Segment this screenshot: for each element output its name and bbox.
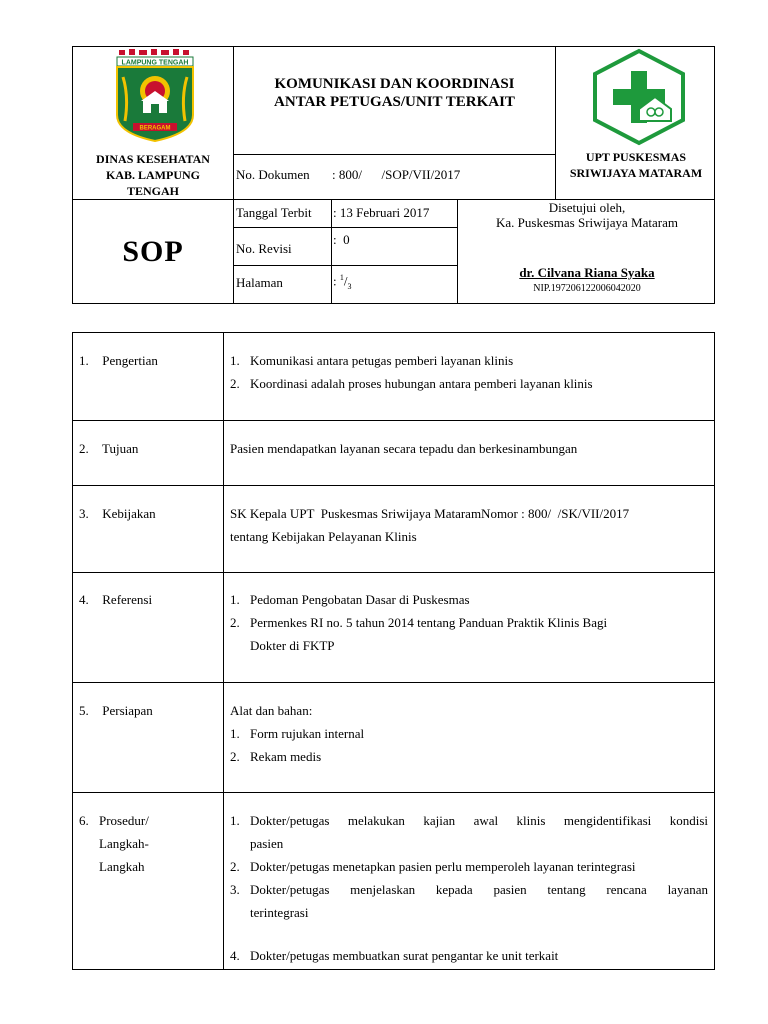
section-prosedur-content [230,809,708,967]
no-revisi-value: : 0 [333,232,350,247]
section-prosedur-label [79,809,149,878]
list-text: Dokter/petugas membuatkan surat pengantar ke unit terkait [250,948,559,963]
logo-banner-text: LAMPUNG TENGAH [121,59,189,67]
list-item [230,349,708,372]
list-item [230,372,708,395]
list-number: 1. [230,813,240,828]
list-item [230,588,708,611]
kebijakan-line-1: SK Kepala UPT Puskesmas Sriwijaya MataramNomor : 800/ /SK/VII/2017 [230,506,630,521]
section-title: Pengertian [102,353,158,368]
list-text: Form rujukan internal [250,726,365,741]
list-text-line-1: Permenkes RI no. 5 tahun 2014 tentang Panduan Praktik Klinis Bagi [250,615,608,630]
section-pengertian-label [79,349,158,372]
halaman-page-number: 1 [339,273,344,282]
list-number: 4. [230,948,240,963]
list-item [230,878,708,924]
halaman-colon: : [333,273,337,289]
section-title-line-2: Langkah- [99,836,149,851]
list-number: 1. [230,353,240,368]
section-title: Kebijakan [102,506,156,521]
logo-motto-text: BERAGAM [139,125,171,132]
halaman-page-total: 3 [347,281,352,291]
list-item [230,944,708,967]
signer-nip-row [458,279,716,295]
section-number: 6. [79,813,89,828]
list-number: 3. [230,882,240,897]
section-tujuan-label [79,437,138,460]
section-referensi-content [230,588,708,657]
list-number: 2. [230,376,240,391]
list-text-line-1: Dokter/petugas menjelaskan kepada pasien tentang rencana layanan [250,882,708,897]
section-number: 4. [79,592,89,607]
section-tujuan-content: Pasien mendapatkan layanan secara tepadu dan berkesinambungan [230,441,578,456]
section-number: 2. [79,441,89,456]
list-item [230,722,708,745]
list-text [250,878,708,924]
list-item [230,745,708,768]
agency-line-3: TENGAH [126,184,179,198]
section-kebijakan-content [230,502,708,548]
document-title [234,75,555,111]
tanggal-terbit-value: : 13 Februari 2017 [333,205,430,220]
agency-line-1: DINAS KESEHATAN [96,152,210,166]
agency-name [73,151,233,199]
list-text-line-1: Dokter/petugas melakukan kajian awal klinis mengidentifikasi kondisi [250,813,708,828]
section-number: 5. [79,703,89,718]
list-number: 2. [230,749,240,764]
sop-label: SOP [122,235,184,268]
approved-by-line-2: Ka. Puskesmas Sriwijaya Mataram [496,215,678,230]
approved-by-line-1: Disetujui oleh, [548,200,626,215]
section-persiapan-label [79,699,153,722]
sop-header-table [72,46,715,304]
upt-line-2: SRIWIJAYA MATARAM [569,166,703,180]
section-title: Tujuan [102,441,139,456]
list-number: 2. [230,615,240,630]
list-item [230,809,708,855]
list-text: Rekam medis [250,749,322,764]
list-number: 1. [230,592,240,607]
tanggal-terbit-label: Tanggal Terbit [236,205,312,220]
list-item [230,611,708,657]
title-line-1: KOMUNIKASI DAN KOORDINASI [274,76,515,92]
signer-name: dr. Cilvana Riana Syaka [519,265,655,280]
section-title-line-1: Prosedur/ [99,813,149,828]
section-title-line-3: Langkah [99,859,145,874]
upt-line-1: UPT PUSKESMAS [585,150,687,164]
agency-line-2: KAB. LAMPUNG [106,168,200,182]
section-number: 1. [79,353,89,368]
section-persiapan-content [230,699,708,768]
list-text: Koordinasi adalah proses hubungan antara pemberi layanan klinis [250,376,593,391]
list-number: 2. [230,859,240,874]
section-kebijakan-label [79,502,156,525]
list-text: Komunikasi antara petugas pemberi layanan klinis [250,353,514,368]
list-text: Pedoman Pengobatan Dasar di Puskesmas [250,592,470,607]
list-text: Dokter/petugas menetapkan pasien perlu memperoleh layanan terintegrasi [250,859,636,874]
section-title: Persiapan [102,703,153,718]
sop-body-table [72,332,715,970]
section-title: Referensi [102,592,153,607]
list-text [250,809,708,855]
title-line-2: ANTAR PETUGAS/UNIT TERKAIT [274,94,515,110]
no-dokumen-label: No. Dokumen [236,167,310,182]
list-text-line-2: terintegrasi [250,905,309,920]
puskesmas-logo [583,47,695,147]
list-text-line-2: pasien [250,836,284,851]
no-dokumen-value: : 800/ /SOP/VII/2017 [332,167,461,182]
kebijakan-line-2: tentang Kebijakan Pelayanan Klinis [230,529,417,544]
persiapan-intro: Alat dan bahan: [230,703,313,718]
no-revisi-label: No. Revisi [236,241,292,256]
list-number: 1. [230,726,240,741]
section-number: 3. [79,506,89,521]
upt-name [556,149,716,181]
list-item [230,855,708,878]
halaman-value: : $^1/_3$ [333,273,352,291]
signer-nip: NIP.197206122006042020 [533,283,641,294]
halaman-label: Halaman [236,275,283,290]
section-referensi-label [79,588,152,611]
list-text-line-2: Dokter di FKTP [250,638,335,653]
list-text [250,611,708,657]
section-pengertian-content [230,349,708,395]
